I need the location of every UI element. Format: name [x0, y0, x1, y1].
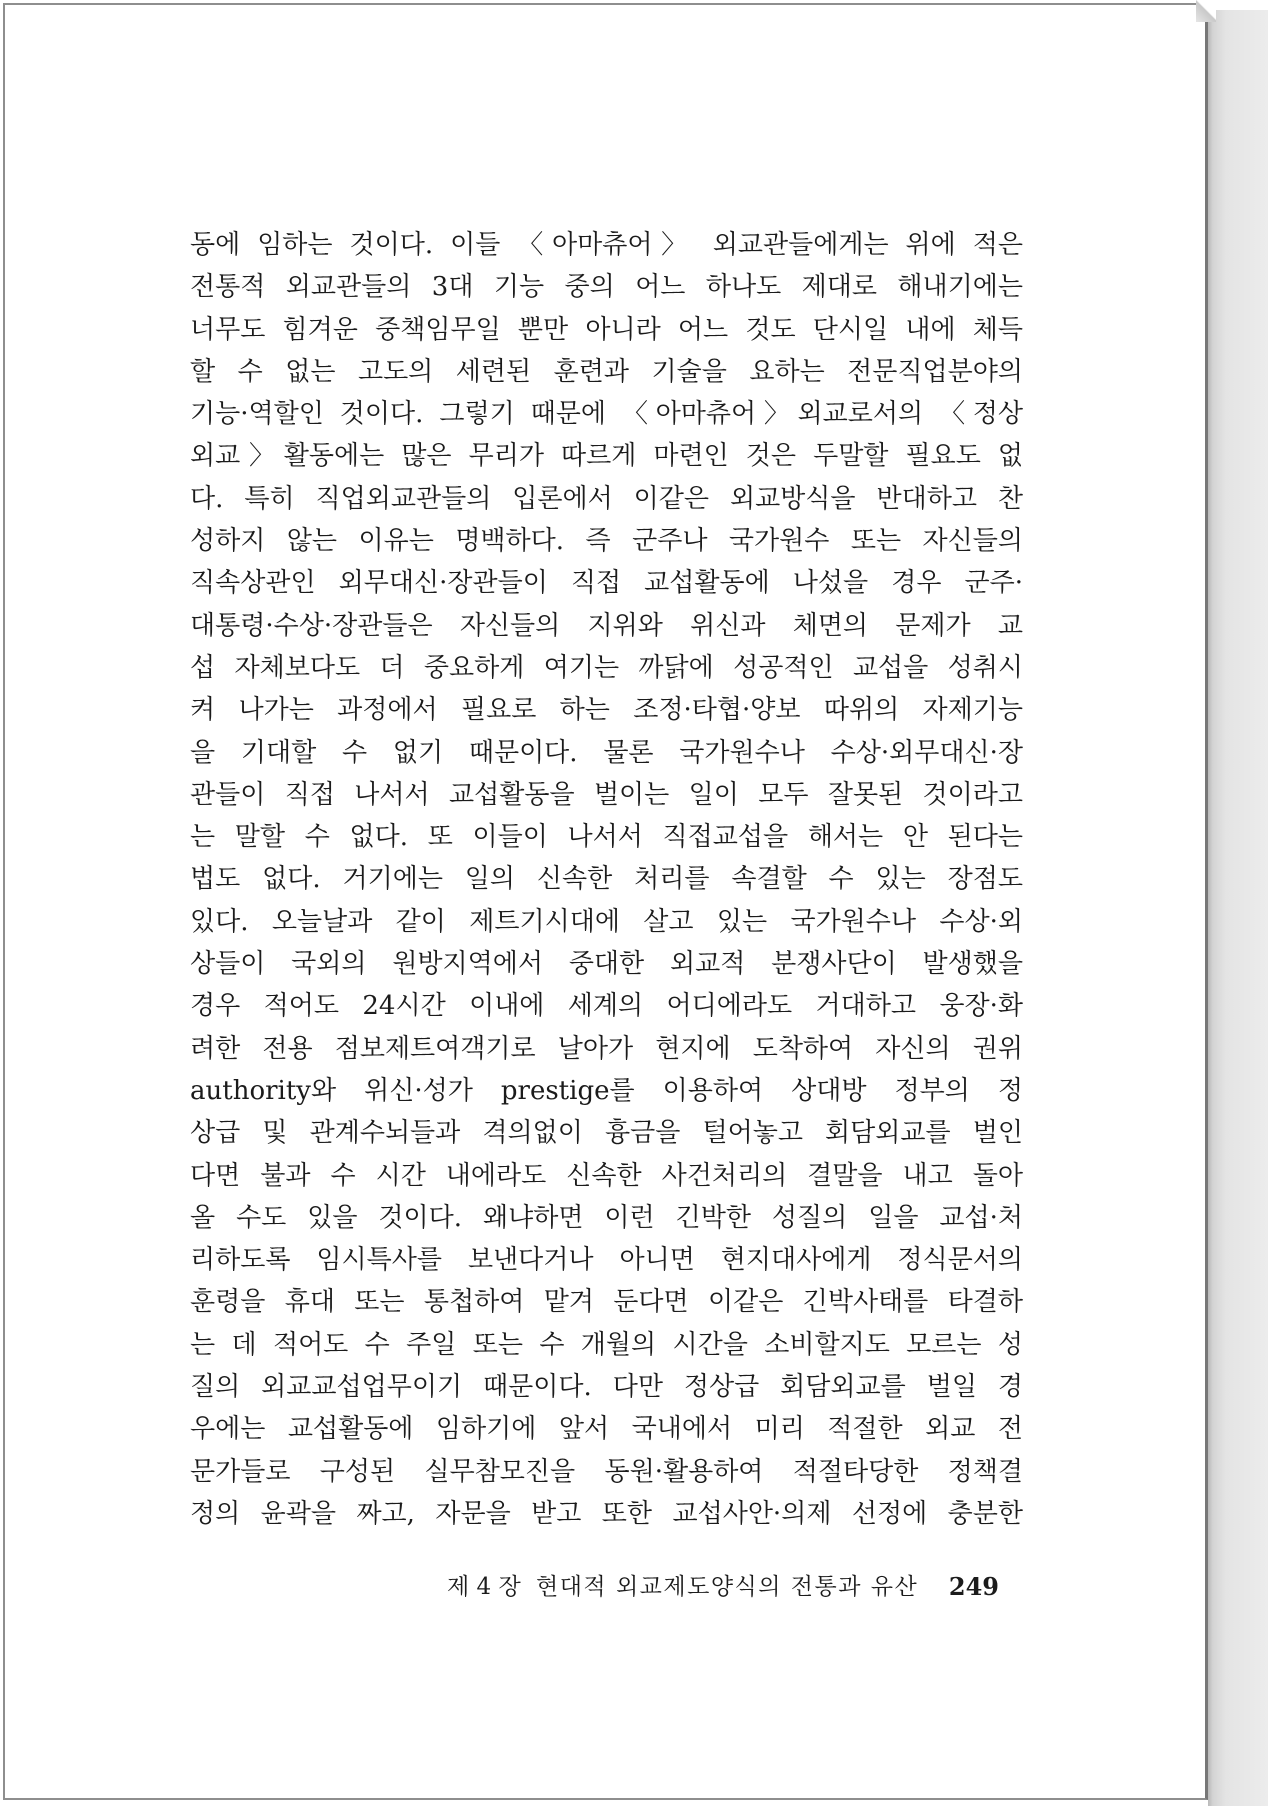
body-text-line: 경우 적어도 24시간 이내에 세계의 어디에라도 거대하고 웅장·화: [190, 991, 1023, 1022]
body-text-line: 훈령을 휴대 또는 통첩하여 맡겨 둔다면 이같은 긴박사태를 타결하: [190, 1287, 1023, 1318]
body-text-line: 외교〉활동에는 많은 무리가 따르게 마련인 것은 두말할 필요도 없: [190, 441, 1023, 472]
running-footer: [447, 1566, 999, 1608]
body-text-line: 올 수도 있을 것이다. 왜냐하면 이런 긴박한 성질의 일을 교섭·처: [190, 1202, 1023, 1233]
body-text-line: 정의 윤곽을 짜고, 자문을 받고 또한 교섭사안·의제 선정에 충분한: [190, 1498, 1023, 1529]
body-text-line: 려한 전용 점보제트여객기로 날아가 현지에 도착하여 자신의 권위: [190, 1033, 1023, 1064]
body-text-line: 직속상관인 외무대신·장관들이 직접 교섭활동에 나섰을 경우 군주·: [190, 568, 1023, 599]
body-text-line: 켜 나가는 과정에서 필요로 하는 조정·타협·양보 따위의 자제기능: [190, 695, 1023, 726]
body-text-line: 기능·역할인 것이다. 그렇기 때문에 〈아마츄어〉외교로서의 〈정상: [190, 399, 1023, 430]
body-text-line: 을 기대할 수 없기 때문이다. 물론 국가원수나 수상·외무대신·장: [190, 737, 1023, 768]
body-text-line: 우에는 교섭활동에 임하기에 앞서 국내에서 미리 적절한 외교 전: [190, 1414, 1023, 1445]
body-text-line: 리하도록 임시특사를 보낸다거나 아니면 현지대사에게 정식문서의: [190, 1245, 1023, 1276]
page-number: 249: [948, 1572, 999, 1601]
body-text-line: 는 데 적어도 수 주일 또는 수 개월의 시간을 소비할지도 모르는 성: [190, 1329, 1023, 1360]
body-text-line: 성하지 않는 이유는 명백하다. 즉 군주나 국가원수 또는 자신들의: [190, 526, 1023, 557]
body-text-line: 질의 외교교섭업무이기 때문이다. 다만 정상급 회담외교를 벌일 경: [190, 1372, 1023, 1403]
body-text-line: 문가들로 구성된 실무참모진을 동원·활용하여 적절타당한 정책결: [190, 1456, 1023, 1487]
page-edge-shadow: [1208, 10, 1268, 1806]
body-text-line: 는 말할 수 없다. 또 이들이 나서서 직접교섭을 해서는 안 된다는: [190, 822, 1023, 853]
body-text-line: 섭 자체보다도 더 중요하게 여기는 까닭에 성공적인 교섭을 성취시: [190, 652, 1023, 683]
body-text-line: authority와 위신·성가 prestige를 이용하여 상대방 정부의 정: [190, 1075, 1023, 1106]
body-text-line: 상들이 국외의 원방지역에서 중대한 외교적 분쟁사단이 발생했을: [190, 949, 1023, 980]
body-text-line: 너무도 힘겨운 중책임무일 뿐만 아니라 어느 것도 단시일 내에 체득: [190, 314, 1023, 345]
body-text-line: 다면 불과 수 시간 내에라도 신속한 사건처리의 결말을 내고 돌아: [190, 1160, 1023, 1191]
body-text-line: 다. 특히 직업외교관들의 입론에서 이같은 외교방식을 반대하고 찬: [190, 483, 1023, 514]
body-text: [190, 224, 1023, 1535]
body-text-line: 대통령·수상·장관들은 자신들의 지위와 위신과 체면의 문제가 교: [190, 610, 1023, 641]
chapter-label: 제 4 장: [447, 1574, 521, 1600]
body-text-line: 법도 없다. 거기에는 일의 신속한 처리를 속결할 수 있는 장점도: [190, 864, 1023, 895]
page-corner-curl: [1196, 0, 1216, 22]
body-text-line: 상급 및 관계수뇌들과 격의없이 흉금을 털어놓고 회담외교를 벌인: [190, 1118, 1023, 1149]
chapter-title: 현대적 외교제도양식의 전통과 유산: [536, 1574, 919, 1600]
body-text-line: 관들이 직접 나서서 교섭활동을 벌이는 일이 모두 잘못된 것이라고: [190, 779, 1023, 810]
body-text-line: 할 수 없는 고도의 세련된 훈련과 기술을 요하는 전문직업분야의: [190, 356, 1023, 387]
body-text-line: 있다. 오늘날과 같이 제트기시대에 살고 있는 국가원수나 수상·외: [190, 906, 1023, 937]
body-text-line: 전통적 외교관들의 3대 기능 중의 어느 하나도 제대로 해내기에는: [190, 272, 1023, 303]
body-text-line: 동에 임하는 것이다. 이들 〈아마츄어〉 외교관들에게는 위에 적은: [190, 230, 1023, 260]
